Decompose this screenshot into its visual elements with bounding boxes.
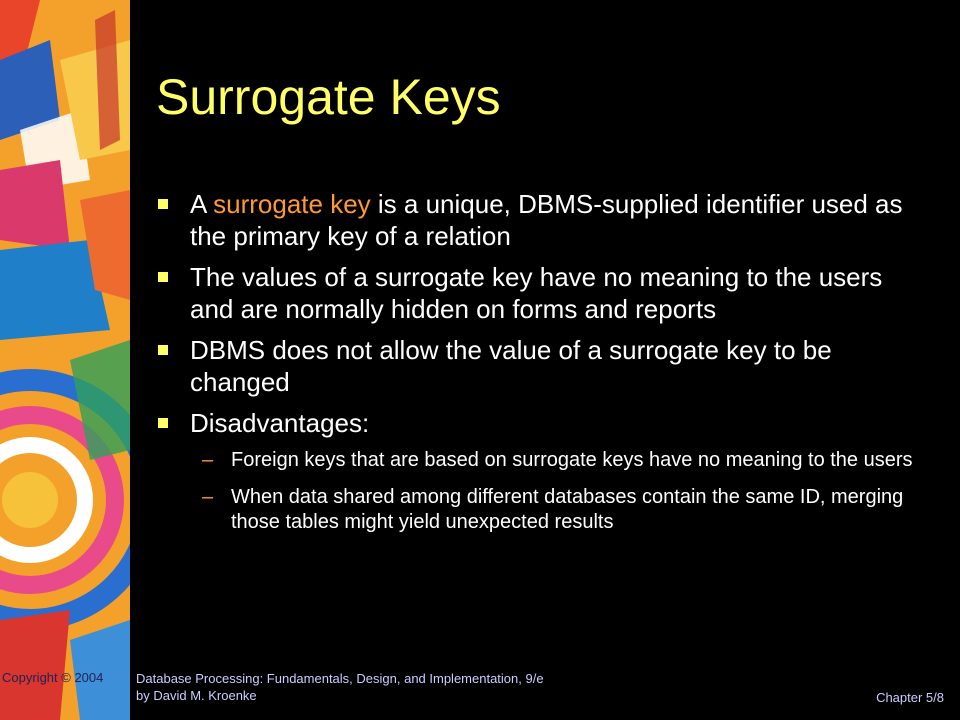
book-citation [136,670,544,704]
bullet-text: Disadvantages: [190,408,370,438]
bullet-text: DBMS does not allow the value of a surrogate key to be changed [190,335,832,397]
square-bullet-icon [158,199,168,209]
bullet-text-suffix: is a unique, DBMS-supplied identifier used as the primary key of a relation [190,189,903,251]
chapter-page-number: Chapter 5/8 [876,690,944,705]
bullet-item [156,188,926,252]
sub-bullet-text: Foreign keys that are based on surrogate keys have no meaning to the users [231,449,913,471]
highlighted-term: surrogate key [213,189,371,219]
sub-bullet-text: When data shared among different databases contain the same ID, merging those tables might yield unexpected results [231,486,904,533]
dash-marker: – [202,486,214,508]
square-bullet-icon [158,345,168,355]
dash-marker: – [202,449,214,471]
sub-bullet-item [156,485,926,535]
abstract-painting-art [0,0,130,720]
bullet-item [156,261,926,325]
book-author-line: by David M. Kroenke [136,688,257,703]
copyright-notice: Copyright © 2004 [2,670,104,685]
sub-bullet-item [156,448,926,473]
bullet-text-prefix: A [190,189,214,219]
bullet-item [156,334,926,398]
slide-footer [0,670,960,720]
slide-title: Surrogate Keys [156,69,501,125]
square-bullet-icon [158,272,168,282]
bullet-item [156,407,926,439]
book-title-line: Database Processing: Fundamentals, Design, and Implementation, 9/e [136,671,544,686]
bullet-text: The values of a surrogate key have no meaning to the users and are normally hidden on forms and reports [190,262,883,324]
bullet-list [156,188,926,547]
square-bullet-icon [158,418,168,428]
